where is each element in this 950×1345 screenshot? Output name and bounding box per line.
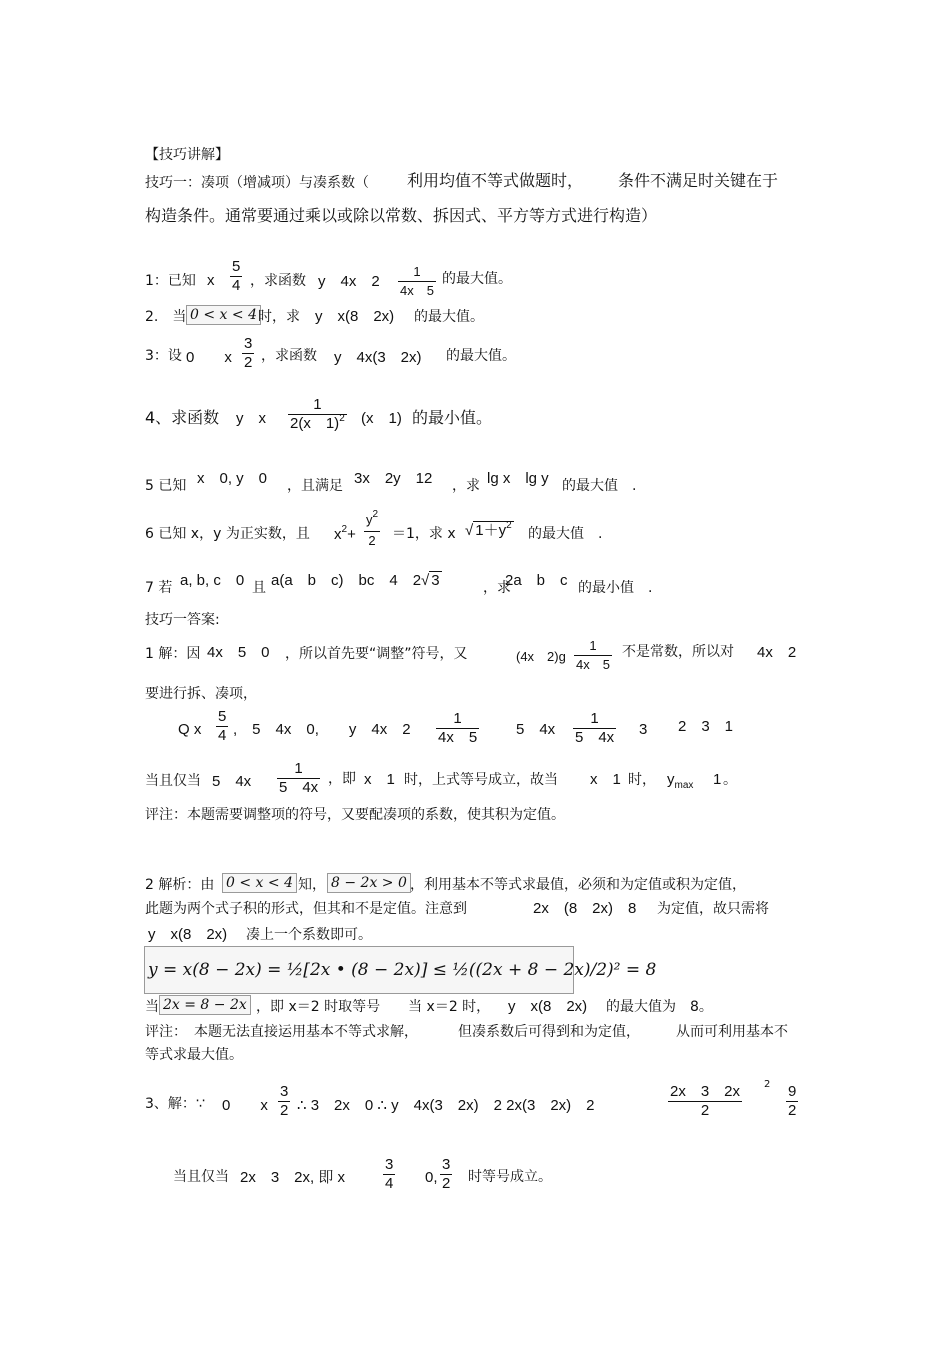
a1-l1-text: ，所以首先要“调整”符号，又: [285, 646, 468, 662]
p2-tail: 的最大值。: [414, 309, 484, 325]
a3-l2-expr: 2x 3 2x, 即 x: [240, 1169, 346, 1186]
a1-l4-ymax: [667, 771, 693, 791]
a3-l1-frac: [278, 1083, 290, 1120]
p7-label: 7 若: [145, 580, 173, 596]
a2-note-2: 但凑系数后可得到和为定值，: [458, 1024, 640, 1040]
p6-sqrt-content: 1＋y: [475, 522, 507, 539]
p3-fraction: [242, 335, 254, 372]
p1-frac2-den: 4x 5: [400, 283, 434, 298]
a1-note: 评注：本题需要调整项的符号，又要配凑项的系数，使其积为定值。: [145, 807, 565, 823]
a2-l5-tail: 的最大值为 8。: [606, 999, 713, 1015]
p2-condition-image: 0 < x < 4: [186, 305, 261, 325]
p1-fraction-2: [398, 263, 436, 300]
p1-frac2-num: 1: [413, 264, 421, 279]
p3-label: 3：设: [145, 348, 182, 364]
a3-l2-tail: 时等号成立。: [468, 1169, 552, 1185]
a2-l5-box: 2x = 8 − 2x: [159, 995, 251, 1015]
a2-l2-expr: 2x (8 2x) 8: [533, 900, 637, 917]
a2-l5-expr: y x(8 2x): [508, 998, 588, 1015]
p6-label: 6 已知 x，y 为正实数，且: [145, 526, 310, 542]
a2-l1-box: 0 < x < 4: [222, 873, 297, 893]
a1-l3-q: Q x: [178, 721, 202, 738]
p7-text-2: ，求: [483, 580, 511, 596]
p3-range: 0 x: [186, 349, 232, 366]
a1-l1-frac-num: 1: [589, 638, 597, 653]
a1-l3-three: 3: [639, 721, 648, 738]
p5-expr: lg x lg y: [487, 470, 549, 487]
a1-l4-label: 当且仅当: [145, 773, 201, 789]
a1-l3-frac3-num: 1: [590, 710, 599, 727]
p5-eq: 3x 2y 12: [354, 470, 433, 487]
a1-l4-y: y: [667, 771, 675, 788]
p3-expr: y 4x(3 2x): [334, 349, 422, 366]
a1-l3-frac3-den: 5 4x: [575, 729, 615, 746]
p6-fraction: [364, 511, 380, 550]
p5-label: 5 已知: [145, 478, 187, 494]
p4-frac-num: 1: [313, 396, 322, 413]
p3-frac-num: 3: [244, 335, 253, 352]
p7-tail: 的最小值 .: [578, 580, 653, 596]
a1-l4-frac-num: 1: [294, 760, 303, 777]
p5-tail: 的最大值 .: [562, 478, 637, 494]
a1-l1-expr: 4x 5 0: [207, 644, 270, 661]
a2-note-1: 评注： 本题无法直接运用基本不等式求解，: [145, 1024, 418, 1040]
p5-cond: x 0, y 0: [197, 470, 268, 487]
p1-text: ，求函数: [250, 273, 306, 289]
a2-formula-image: y = x(8 − 2x) = ½[2x • (8 − 2x)] ≤ ½((2x + 8 − 2x)/2)² = 8: [144, 946, 574, 994]
a3-l1-range: 0 x: [222, 1097, 268, 1114]
p4-condition: (x 1): [361, 410, 402, 427]
p6-frac-num-sup: 2: [372, 509, 379, 520]
a3-l1-frac-den: 2: [280, 1102, 289, 1119]
p1-frac-den: 4: [232, 277, 241, 294]
section-title: 【技巧讲解】: [145, 147, 229, 163]
p4-frac-den: [288, 414, 347, 435]
a3-l1-frac-2: [668, 1083, 742, 1120]
a2-l2-text-2: 为定值，故只需将: [657, 901, 769, 917]
a3-l1-frac2-num: 2x 3 2x: [670, 1083, 741, 1100]
a1-l3-frac2-num: 1: [453, 710, 462, 727]
p3-text: ，求函数: [261, 348, 317, 364]
a2-l1-text-2: ，利用基本不等式求最值，必须和为定值或积为定值，: [410, 877, 746, 893]
a1-l1-text-2: 不是常数，所以对: [622, 644, 734, 660]
p7-sqrt: 3: [431, 572, 440, 589]
a2-note-3: 从而可利用基本不: [676, 1024, 788, 1040]
a1-l4-text: ，即: [328, 771, 356, 787]
a1-l4-max: max: [674, 780, 694, 791]
a3-l1-frac3-num: 9: [788, 1083, 797, 1100]
p6-sqrt-sup: 2: [506, 520, 512, 531]
a1-l1-product: (4x 2)g: [516, 649, 566, 664]
a1-l4-text-2: 时，上式等号成立，故当: [404, 772, 558, 788]
p5-text-2: ，求: [452, 478, 480, 494]
intro-line-2: 构造条件。通常要通过乘以或除以常数、拆因式、平方等方式进行构造）: [145, 206, 658, 225]
p4-frac-den-sup: 2: [339, 413, 345, 424]
p6-plus: +: [347, 526, 356, 543]
a3-l2-frac-den: 4: [385, 1175, 394, 1192]
a1-l2: 要进行拆、凑项，: [145, 686, 257, 702]
p6-frac-num: y: [366, 512, 373, 527]
p1-expr: y 4x 2: [318, 273, 380, 290]
a1-l3-frac-2: [436, 710, 479, 747]
a1-l4-frac-den: 5 4x: [279, 779, 319, 796]
p2-expr: y x(8 2x): [315, 308, 395, 325]
a1-l3-result: 2 3 1: [678, 718, 734, 735]
p6-x-base: x: [334, 526, 342, 543]
p2-label: 2. 当: [145, 309, 187, 325]
p7-eq-text: a(a b c) bc 4 2: [271, 572, 422, 589]
intro-line-1c: 条件不满足时关键在于: [618, 171, 779, 190]
a2-l5-label: 当: [145, 999, 159, 1015]
a1-l1-frac-den: 4x 5: [576, 657, 610, 672]
p3-frac-den: 2: [244, 354, 253, 371]
a1-l4-x-2: x 1: [590, 771, 621, 788]
p1-tail: 的最大值。: [442, 271, 512, 287]
p1-x: x: [207, 272, 215, 289]
a3-l2-frac2-num: 3: [442, 1156, 451, 1173]
a1-l4-value: 1: [713, 771, 722, 788]
a2-l1-text: 知，: [298, 877, 326, 893]
a2-l1-label: 2 解析：由: [145, 877, 215, 893]
a1-l3-frac-1: [216, 708, 228, 745]
p4-fraction: [288, 396, 347, 435]
answers-title: 技巧一答案:: [145, 612, 220, 628]
a1-l4-x: x 1: [364, 771, 395, 788]
a1-l4-end: 。: [723, 772, 737, 788]
a3-l2-frac: [383, 1156, 395, 1193]
a1-l1-label: 1 解：因: [145, 646, 201, 662]
a3-l1-sup: 2: [764, 1079, 771, 1090]
a1-l1-expr-2: 4x 2: [757, 644, 797, 661]
a1-l4-text-3: 时，: [628, 772, 656, 788]
p7-text: 且: [252, 580, 266, 596]
a3-l2-frac-num: 3: [385, 1156, 394, 1173]
intro-line-1b: 利用均值不等式做题时，: [407, 171, 584, 190]
a2-l3-expr: y x(8 2x): [148, 926, 228, 943]
p6-x: [334, 526, 356, 546]
a1-l4-expr: 5 4x: [212, 773, 252, 790]
a1-l3-frac2-den: 4x 5: [438, 729, 478, 746]
p3-tail: 的最大值。: [446, 348, 516, 364]
p6-sqrt: √ $1+y^2$: [465, 520, 512, 539]
p6-x-sup: 2: [341, 524, 348, 535]
p2-text: 时，求: [258, 309, 300, 325]
p4-tail: 的最小值。: [412, 408, 493, 427]
a3-l2-zero: 0,: [425, 1169, 438, 1186]
intro-line-1a: 技巧一：凑项（增减项）与凑系数（: [145, 175, 369, 191]
p1-label: 1：已知: [145, 273, 196, 289]
p6-tail: 的最大值 .: [528, 526, 603, 542]
p7-expr: 2a b c: [505, 572, 568, 589]
a3-l1-chain: ∴ 3 2x 0 ∴ y 4x(3 2x) 2 2x(3 2x) 2: [297, 1097, 595, 1114]
p1-frac-num: 5: [232, 258, 241, 275]
a1-l3-expr-2: 5 4x: [516, 721, 556, 738]
a3-l2-frac2-den: 2: [442, 1175, 451, 1192]
p4-label: 4、求函数: [145, 408, 220, 427]
p4-frac-den-text: 2(x 1): [290, 415, 340, 432]
a1-l3-frac-3: [573, 710, 616, 747]
a2-l2-text: 此题为两个式子积的形式，但其和不是定值。注意到: [145, 901, 467, 917]
p6-text: ＝1，求 x: [392, 526, 456, 542]
a3-l2-label: 当且仅当: [173, 1169, 229, 1185]
p7-cond: a, b, c 0: [180, 572, 245, 589]
a3-l2-frac-2: [440, 1156, 452, 1193]
a2-l1-box-2: 8 − 2x > 0: [327, 873, 411, 893]
a1-l4-fraction: [277, 760, 320, 797]
a2-note-4: 等式求最大值。: [145, 1047, 243, 1063]
p7-eq: a(a b c) bc 4 2√ 3: [271, 572, 440, 589]
a3-l1-label: 3、解：∵: [145, 1096, 205, 1112]
a1-l3-expr: , 5 4x 0, y 4x 2: [233, 721, 411, 738]
p1-fraction: [230, 258, 242, 295]
a3-l1-frac-3: [786, 1083, 798, 1120]
a2-l5-text: ，即 x＝2 时取等号 当 x＝2 时，: [256, 999, 491, 1015]
a1-l3-frac1-den: 4: [218, 727, 227, 744]
a3-l1-frac-num: 3: [280, 1083, 289, 1100]
p4-expr: y x: [236, 410, 267, 427]
p5-text: ，且满足: [287, 478, 343, 494]
p6-frac-den: 2: [364, 531, 380, 550]
a1-l1-fraction: [574, 637, 612, 674]
a1-l3-frac1-num: 5: [218, 708, 227, 725]
a2-l3-text: 凑上一个系数即可。: [246, 927, 372, 943]
a3-l1-frac2-den: 2: [668, 1101, 742, 1120]
a3-l1-frac3-den: 2: [788, 1102, 797, 1119]
